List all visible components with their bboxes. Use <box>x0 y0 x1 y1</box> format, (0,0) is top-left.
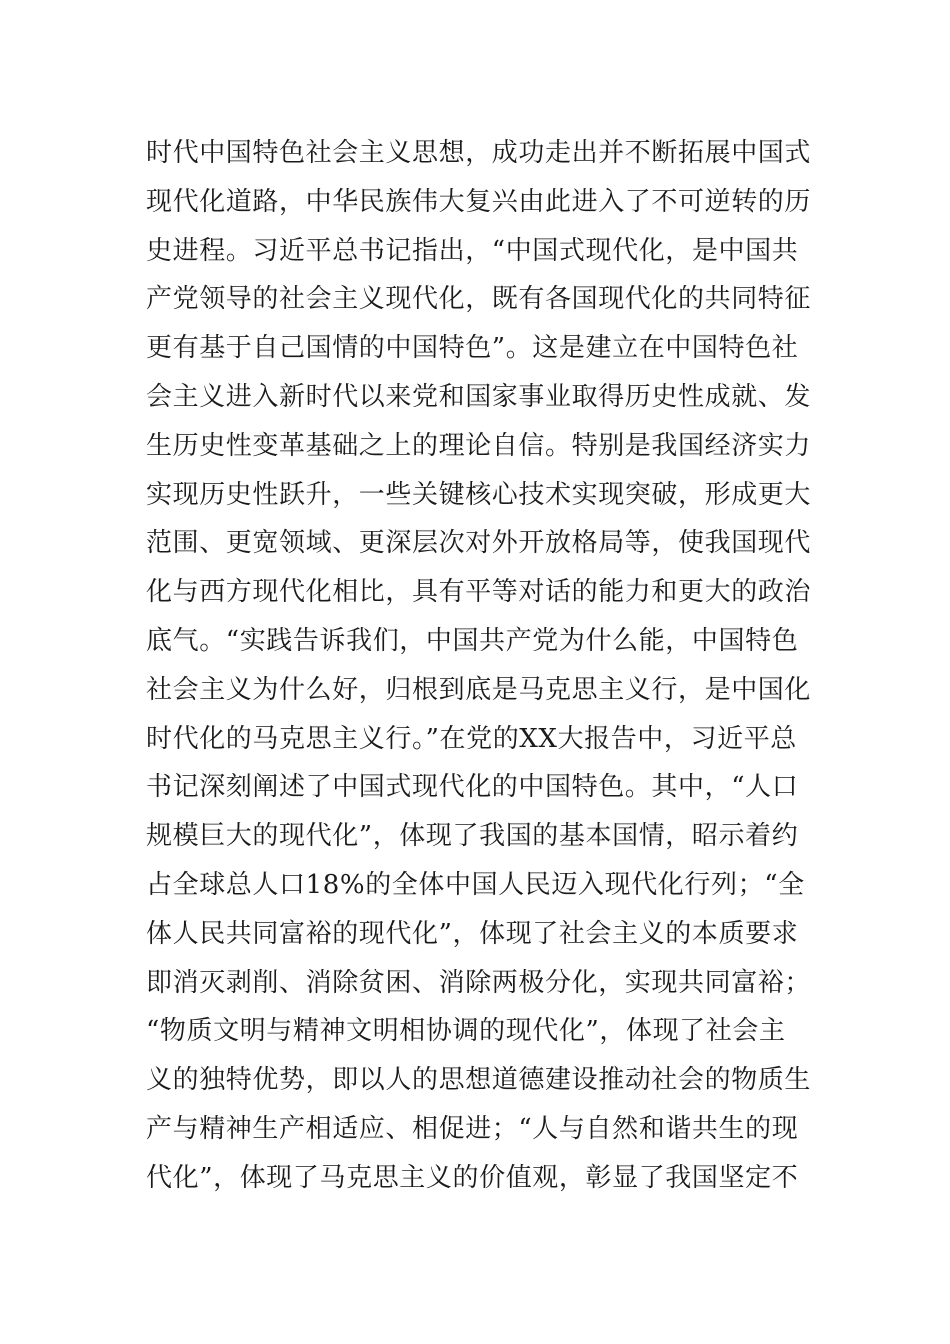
text-line: 时代中国特色社会主义思想，成功走出并不断拓展中国式 <box>146 138 812 168</box>
body-text <box>146 129 816 1203</box>
text-line: 产与精神生产相适应、相促进；“人与自然和谐共生的现 <box>146 1113 799 1144</box>
text-line: 即消灭剥削、消除贫困、消除两极分化，实现共同富裕； <box>146 967 812 998</box>
text-line: 底气。“实践告诉我们，中国共产党为什么能，中国特色 <box>146 625 799 656</box>
text-line: 规模巨大的现代化”，体现了我国的基本国情，昭示着约 <box>146 821 799 852</box>
text-line: 范围、更宽领域、更深层次对外开放格局等，使我国现代 <box>146 528 812 559</box>
text-line: 现代化道路，中华民族伟大复兴由此进入了不可逆转的历 <box>146 186 812 217</box>
text-line: 时代化的马克思主义行。”在党的XX大报告中，习近平总 <box>146 723 797 754</box>
text-line: 占全球总人口18%的全体中国人民迈入现代化行列；“全 <box>146 869 805 900</box>
text-line: 代化”，体现了马克思主义的价值观，彰显了我国坚定不 <box>146 1162 799 1193</box>
text-line: 化与西方现代化相比，具有平等对话的能力和更大的政治 <box>146 577 812 608</box>
text-line: 会主义进入新时代以来党和国家事业取得历史性成就、发 <box>146 381 812 412</box>
text-line: 社会主义为什么好，归根到底是马克思主义行，是中国化 <box>146 674 812 705</box>
text-line: 书记深刻阐述了中国式现代化的中国特色。其中，“人口 <box>146 772 799 803</box>
text-line: 史进程。习近平总书记指出，“中国式现代化，是中国共 <box>146 235 799 266</box>
text-line: 体人民共同富裕的现代化”，体现了社会主义的本质要求 <box>146 918 799 949</box>
text-line: 产党领导的社会主义现代化，既有各国现代化的共同特征 <box>146 284 812 315</box>
text-line: 更有基于自己国情的中国特色”。这是建立在中国特色社 <box>146 333 799 364</box>
text-line: “物质文明与精神文明相协调的现代化”，体现了社会主 <box>146 1016 786 1047</box>
text-line: 实现历史性跃升，一些关键核心技术实现突破，形成更大 <box>146 479 812 510</box>
text-line: 义的独特优势，即以人的思想道德建设推动社会的物质生 <box>146 1065 812 1096</box>
text-line: 生历史性变革基础之上的理论自信。特别是我国经济实力 <box>146 430 812 461</box>
